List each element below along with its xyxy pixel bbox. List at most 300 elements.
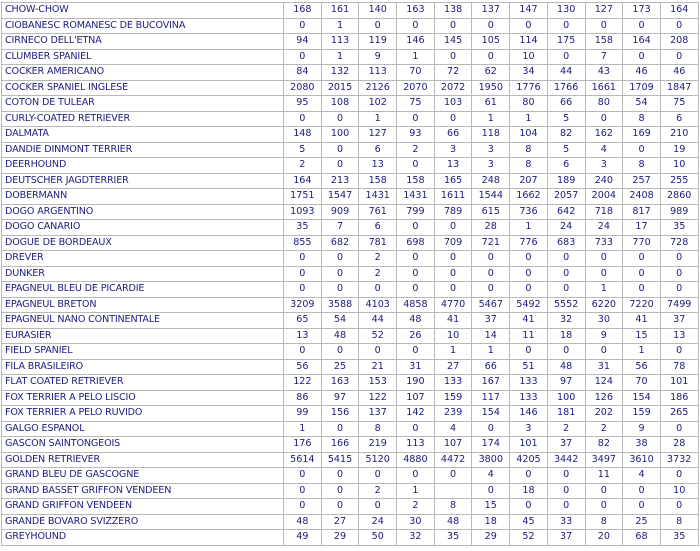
value-cell: 101 bbox=[510, 437, 548, 453]
value-cell: 52 bbox=[359, 328, 397, 344]
value-cell: 0 bbox=[284, 468, 322, 484]
table-row bbox=[2, 328, 699, 344]
value-cell: 207 bbox=[510, 173, 548, 189]
value-cell: 1611 bbox=[434, 189, 472, 205]
table-row bbox=[2, 235, 699, 251]
value-cell: 1709 bbox=[623, 80, 661, 96]
value-cell: 133 bbox=[434, 375, 472, 391]
table-row bbox=[2, 158, 699, 174]
value-cell: 20 bbox=[585, 530, 623, 546]
breed-name-cell: EPAGNEUL BRETON bbox=[2, 297, 284, 313]
value-cell: 0 bbox=[321, 266, 359, 282]
value-cell: 168 bbox=[284, 3, 322, 19]
value-cell: 46 bbox=[660, 65, 698, 81]
value-cell: 4 bbox=[434, 421, 472, 437]
breed-name-cell: DOGUE DE BORDEAUX bbox=[2, 235, 284, 251]
value-cell: 30 bbox=[397, 514, 435, 530]
value-cell: 146 bbox=[510, 406, 548, 422]
value-cell: 153 bbox=[359, 375, 397, 391]
value-cell: 70 bbox=[623, 375, 661, 391]
breed-name-cell: DOGO ARGENTINO bbox=[2, 204, 284, 220]
value-cell: 17 bbox=[623, 220, 661, 236]
value-cell: 105 bbox=[472, 34, 510, 50]
value-cell: 31 bbox=[397, 359, 435, 375]
value-cell: 0 bbox=[623, 18, 661, 34]
value-cell: 26 bbox=[397, 328, 435, 344]
value-cell: 28 bbox=[472, 220, 510, 236]
value-cell: 4858 bbox=[397, 297, 435, 313]
value-cell: 94 bbox=[284, 34, 322, 50]
value-cell: 0 bbox=[434, 49, 472, 65]
value-cell: 103 bbox=[434, 96, 472, 112]
value-cell: 0 bbox=[397, 344, 435, 360]
value-cell: 48 bbox=[321, 328, 359, 344]
value-cell: 0 bbox=[623, 499, 661, 515]
value-cell: 0 bbox=[359, 344, 397, 360]
value-cell: 35 bbox=[434, 530, 472, 546]
value-cell: 0 bbox=[397, 251, 435, 267]
value-cell: 1 bbox=[472, 111, 510, 127]
value-cell: 0 bbox=[434, 220, 472, 236]
value-cell: 0 bbox=[660, 282, 698, 298]
value-cell: 108 bbox=[321, 96, 359, 112]
value-cell: 80 bbox=[585, 96, 623, 112]
value-cell: 1766 bbox=[547, 80, 585, 96]
breed-name-cell: FOX TERRIER A PELO LISCIO bbox=[2, 390, 284, 406]
breed-name-cell: DOGO CANARIO bbox=[2, 220, 284, 236]
value-cell: 10 bbox=[660, 158, 698, 174]
value-cell: 2 bbox=[585, 421, 623, 437]
breed-name-cell: CIRNECO DELL'ETNA bbox=[2, 34, 284, 50]
value-cell: 3610 bbox=[623, 452, 661, 468]
table-row bbox=[2, 189, 699, 205]
value-cell: 158 bbox=[585, 34, 623, 50]
value-cell: 0 bbox=[510, 468, 548, 484]
value-cell: 642 bbox=[547, 204, 585, 220]
value-cell: 140 bbox=[359, 3, 397, 19]
value-cell: 15 bbox=[472, 499, 510, 515]
value-cell: 219 bbox=[359, 437, 397, 453]
value-cell: 0 bbox=[623, 49, 661, 65]
value-cell: 174 bbox=[472, 437, 510, 453]
value-cell: 0 bbox=[660, 49, 698, 65]
value-cell: 84 bbox=[284, 65, 322, 81]
value-cell: 3588 bbox=[321, 297, 359, 313]
value-cell: 61 bbox=[472, 96, 510, 112]
breed-name-cell: GALGO ESPANOL bbox=[2, 421, 284, 437]
value-cell: 102 bbox=[359, 96, 397, 112]
value-cell: 0 bbox=[623, 282, 661, 298]
value-cell: 15 bbox=[623, 328, 661, 344]
value-cell: 24 bbox=[585, 220, 623, 236]
value-cell: 0 bbox=[585, 251, 623, 267]
value-cell: 0 bbox=[510, 499, 548, 515]
value-cell: 7499 bbox=[660, 297, 698, 313]
value-cell: 113 bbox=[397, 437, 435, 453]
value-cell: 154 bbox=[623, 390, 661, 406]
value-cell: 0 bbox=[284, 282, 322, 298]
value-cell: 208 bbox=[660, 34, 698, 50]
value-cell: 100 bbox=[321, 127, 359, 143]
value-cell: 728 bbox=[660, 235, 698, 251]
value-cell: 0 bbox=[660, 18, 698, 34]
value-cell: 190 bbox=[397, 375, 435, 391]
value-cell: 0 bbox=[321, 142, 359, 158]
value-cell: 5 bbox=[547, 111, 585, 127]
value-cell: 28 bbox=[660, 437, 698, 453]
breed-name-cell: GASCON SAINTONGEOIS bbox=[2, 437, 284, 453]
value-cell: 3 bbox=[510, 421, 548, 437]
value-cell bbox=[434, 483, 472, 499]
value-cell: 615 bbox=[472, 204, 510, 220]
value-cell: 9 bbox=[359, 49, 397, 65]
value-cell: 0 bbox=[397, 18, 435, 34]
value-cell: 0 bbox=[660, 421, 698, 437]
value-cell: 46 bbox=[623, 65, 661, 81]
value-cell: 0 bbox=[623, 483, 661, 499]
value-cell: 124 bbox=[585, 375, 623, 391]
value-cell: 3 bbox=[585, 158, 623, 174]
value-cell: 176 bbox=[284, 437, 322, 453]
value-cell: 13 bbox=[660, 328, 698, 344]
value-cell: 5 bbox=[547, 142, 585, 158]
value-cell: 154 bbox=[472, 406, 510, 422]
breed-name-cell: DANDIE DINMONT TERRIER bbox=[2, 142, 284, 158]
value-cell: 4 bbox=[472, 468, 510, 484]
value-cell: 0 bbox=[547, 468, 585, 484]
value-cell: 698 bbox=[397, 235, 435, 251]
value-cell: 1776 bbox=[510, 80, 548, 96]
value-cell: 37 bbox=[660, 313, 698, 329]
value-cell: 0 bbox=[359, 468, 397, 484]
value-cell: 56 bbox=[623, 359, 661, 375]
value-cell: 6 bbox=[660, 111, 698, 127]
value-cell: 761 bbox=[359, 204, 397, 220]
breed-name-cell: CLUMBER SPANIEL bbox=[2, 49, 284, 65]
table-row bbox=[2, 468, 699, 484]
table-row bbox=[2, 421, 699, 437]
value-cell: 82 bbox=[585, 437, 623, 453]
value-cell: 0 bbox=[547, 344, 585, 360]
value-cell: 0 bbox=[321, 499, 359, 515]
value-cell: 2 bbox=[359, 251, 397, 267]
value-cell: 0 bbox=[321, 421, 359, 437]
value-cell: 72 bbox=[434, 65, 472, 81]
table-row bbox=[2, 80, 699, 96]
value-cell: 8 bbox=[585, 514, 623, 530]
table-row bbox=[2, 452, 699, 468]
table-row bbox=[2, 127, 699, 143]
value-cell: 148 bbox=[284, 127, 322, 143]
value-cell: 2 bbox=[397, 142, 435, 158]
value-cell: 167 bbox=[472, 375, 510, 391]
value-cell: 75 bbox=[660, 96, 698, 112]
table-row bbox=[2, 344, 699, 360]
table-row bbox=[2, 483, 699, 499]
value-cell: 133 bbox=[510, 390, 548, 406]
value-cell: 11 bbox=[510, 328, 548, 344]
value-cell: 18 bbox=[547, 328, 585, 344]
value-cell: 0 bbox=[510, 344, 548, 360]
value-cell: 13 bbox=[284, 328, 322, 344]
value-cell: 1 bbox=[284, 421, 322, 437]
value-cell: 127 bbox=[359, 127, 397, 143]
value-cell: 8 bbox=[660, 514, 698, 530]
value-cell: 137 bbox=[359, 406, 397, 422]
value-cell: 173 bbox=[623, 3, 661, 19]
value-cell: 10 bbox=[510, 49, 548, 65]
value-cell: 8 bbox=[623, 158, 661, 174]
value-cell: 718 bbox=[585, 204, 623, 220]
value-cell: 0 bbox=[359, 282, 397, 298]
value-cell: 0 bbox=[321, 344, 359, 360]
table-row bbox=[2, 142, 699, 158]
value-cell: 18 bbox=[510, 483, 548, 499]
breed-name-cell: COTON DE TULEAR bbox=[2, 96, 284, 112]
value-cell: 1661 bbox=[585, 80, 623, 96]
value-cell: 99 bbox=[284, 406, 322, 422]
value-cell: 248 bbox=[472, 173, 510, 189]
value-cell: 1544 bbox=[472, 189, 510, 205]
value-cell: 817 bbox=[623, 204, 661, 220]
value-cell: 13 bbox=[434, 158, 472, 174]
value-cell: 159 bbox=[434, 390, 472, 406]
value-cell: 41 bbox=[623, 313, 661, 329]
value-cell: 21 bbox=[359, 359, 397, 375]
value-cell: 25 bbox=[321, 359, 359, 375]
value-cell: 8 bbox=[510, 142, 548, 158]
value-cell: 101 bbox=[660, 375, 698, 391]
value-cell: 0 bbox=[359, 18, 397, 34]
value-cell: 0 bbox=[547, 483, 585, 499]
value-cell: 0 bbox=[284, 111, 322, 127]
value-cell: 158 bbox=[397, 173, 435, 189]
value-cell: 1950 bbox=[472, 80, 510, 96]
breed-name-cell: FOX TERRIER A PELO RUVIDO bbox=[2, 406, 284, 422]
value-cell: 257 bbox=[623, 173, 661, 189]
breed-name-cell: FLAT COATED RETRIEVER bbox=[2, 375, 284, 391]
value-cell: 41 bbox=[510, 313, 548, 329]
value-cell: 776 bbox=[510, 235, 548, 251]
table-row bbox=[2, 313, 699, 329]
value-cell: 11 bbox=[585, 468, 623, 484]
breed-name-cell: DEERHOUND bbox=[2, 158, 284, 174]
value-cell: 6 bbox=[359, 220, 397, 236]
value-cell: 1662 bbox=[510, 189, 548, 205]
value-cell: 1 bbox=[397, 49, 435, 65]
breed-name-cell: GRANDE BOVARO SVIZZERO bbox=[2, 514, 284, 530]
value-cell: 30 bbox=[585, 313, 623, 329]
table-body bbox=[2, 3, 699, 546]
value-cell: 0 bbox=[434, 282, 472, 298]
value-cell: 49 bbox=[284, 530, 322, 546]
value-cell: 770 bbox=[623, 235, 661, 251]
value-cell: 0 bbox=[397, 111, 435, 127]
value-cell: 1 bbox=[510, 220, 548, 236]
table-row bbox=[2, 18, 699, 34]
table-row bbox=[2, 266, 699, 282]
value-cell: 10 bbox=[660, 483, 698, 499]
breed-name-cell: FILA BRASILEIRO bbox=[2, 359, 284, 375]
value-cell: 68 bbox=[623, 530, 661, 546]
value-cell: 37 bbox=[547, 437, 585, 453]
breed-name-cell: EPAGNEUL BLEU DE PICARDIE bbox=[2, 282, 284, 298]
value-cell: 1 bbox=[359, 111, 397, 127]
value-cell: 0 bbox=[359, 499, 397, 515]
value-cell: 210 bbox=[660, 127, 698, 143]
value-cell: 3497 bbox=[585, 452, 623, 468]
value-cell: 240 bbox=[585, 173, 623, 189]
table-row bbox=[2, 220, 699, 236]
value-cell: 0 bbox=[472, 18, 510, 34]
value-cell: 1 bbox=[510, 111, 548, 127]
value-cell: 0 bbox=[660, 266, 698, 282]
value-cell: 37 bbox=[547, 530, 585, 546]
value-cell: 4205 bbox=[510, 452, 548, 468]
value-cell: 14 bbox=[472, 328, 510, 344]
value-cell: 0 bbox=[623, 251, 661, 267]
table-row bbox=[2, 499, 699, 515]
value-cell: 0 bbox=[321, 111, 359, 127]
value-cell: 66 bbox=[547, 96, 585, 112]
value-cell: 5120 bbox=[359, 452, 397, 468]
value-cell: 0 bbox=[397, 468, 435, 484]
value-cell: 2070 bbox=[397, 80, 435, 96]
value-cell: 104 bbox=[510, 127, 548, 143]
value-cell: 161 bbox=[321, 3, 359, 19]
value-cell: 1431 bbox=[397, 189, 435, 205]
value-cell: 107 bbox=[397, 390, 435, 406]
value-cell: 2080 bbox=[284, 80, 322, 96]
value-cell: 3 bbox=[434, 142, 472, 158]
value-cell: 163 bbox=[321, 375, 359, 391]
value-cell: 5415 bbox=[321, 452, 359, 468]
value-cell: 1 bbox=[472, 344, 510, 360]
value-cell: 35 bbox=[660, 530, 698, 546]
value-cell: 181 bbox=[547, 406, 585, 422]
value-cell: 0 bbox=[547, 282, 585, 298]
value-cell: 162 bbox=[585, 127, 623, 143]
value-cell: 100 bbox=[547, 390, 585, 406]
value-cell: 164 bbox=[284, 173, 322, 189]
value-cell: 0 bbox=[284, 49, 322, 65]
value-cell: 9 bbox=[585, 328, 623, 344]
value-cell: 0 bbox=[321, 158, 359, 174]
value-cell: 0 bbox=[434, 18, 472, 34]
value-cell: 189 bbox=[547, 173, 585, 189]
value-cell: 7 bbox=[585, 49, 623, 65]
value-cell: 0 bbox=[623, 266, 661, 282]
value-cell: 1 bbox=[623, 344, 661, 360]
table-row bbox=[2, 65, 699, 81]
value-cell: 0 bbox=[284, 18, 322, 34]
table-row bbox=[2, 251, 699, 267]
value-cell: 6220 bbox=[585, 297, 623, 313]
breed-name-cell: DREVER bbox=[2, 251, 284, 267]
value-cell: 118 bbox=[472, 127, 510, 143]
value-cell: 736 bbox=[510, 204, 548, 220]
value-cell: 0 bbox=[321, 282, 359, 298]
value-cell: 989 bbox=[660, 204, 698, 220]
breed-name-cell: FIELD SPANIEL bbox=[2, 344, 284, 360]
table-row bbox=[2, 514, 699, 530]
value-cell: 1 bbox=[434, 344, 472, 360]
value-cell: 0 bbox=[510, 251, 548, 267]
table-row bbox=[2, 96, 699, 112]
value-cell: 0 bbox=[321, 468, 359, 484]
value-cell: 5 bbox=[284, 142, 322, 158]
value-cell: 2 bbox=[359, 266, 397, 282]
value-cell: 44 bbox=[547, 65, 585, 81]
value-cell: 165 bbox=[434, 173, 472, 189]
value-cell: 0 bbox=[547, 266, 585, 282]
breed-name-cell: GRAND BASSET GRIFFON VENDEEN bbox=[2, 483, 284, 499]
value-cell: 48 bbox=[397, 313, 435, 329]
table-row bbox=[2, 204, 699, 220]
value-cell: 113 bbox=[321, 34, 359, 50]
table-row bbox=[2, 297, 699, 313]
value-cell: 0 bbox=[547, 49, 585, 65]
value-cell: 789 bbox=[434, 204, 472, 220]
breed-name-cell: GRAND BLEU DE GASCOGNE bbox=[2, 468, 284, 484]
value-cell: 80 bbox=[510, 96, 548, 112]
value-cell: 0 bbox=[472, 282, 510, 298]
table-row bbox=[2, 34, 699, 50]
value-cell: 0 bbox=[547, 251, 585, 267]
value-cell: 19 bbox=[660, 142, 698, 158]
value-cell: 164 bbox=[660, 3, 698, 19]
table-row bbox=[2, 111, 699, 127]
value-cell: 0 bbox=[585, 266, 623, 282]
value-cell: 137 bbox=[472, 3, 510, 19]
value-cell: 25 bbox=[623, 514, 661, 530]
value-cell: 4 bbox=[585, 142, 623, 158]
breed-name-cell: COCKER SPANIEL INGLESE bbox=[2, 80, 284, 96]
value-cell: 24 bbox=[359, 514, 397, 530]
value-cell: 0 bbox=[284, 266, 322, 282]
value-cell: 62 bbox=[472, 65, 510, 81]
value-cell: 781 bbox=[359, 235, 397, 251]
value-cell: 855 bbox=[284, 235, 322, 251]
value-cell: 65 bbox=[284, 313, 322, 329]
value-cell: 5614 bbox=[284, 452, 322, 468]
value-cell: 213 bbox=[321, 173, 359, 189]
value-cell: 52 bbox=[510, 530, 548, 546]
value-cell: 721 bbox=[472, 235, 510, 251]
value-cell: 54 bbox=[623, 96, 661, 112]
value-cell: 82 bbox=[547, 127, 585, 143]
value-cell: 130 bbox=[547, 3, 585, 19]
value-cell: 2 bbox=[284, 158, 322, 174]
value-cell: 0 bbox=[284, 499, 322, 515]
breed-name-cell: CIOBANESC ROMANESC DE BUCOVINA bbox=[2, 18, 284, 34]
value-cell: 0 bbox=[585, 18, 623, 34]
value-cell: 75 bbox=[397, 96, 435, 112]
table-row bbox=[2, 530, 699, 546]
value-cell: 27 bbox=[434, 359, 472, 375]
table-row bbox=[2, 173, 699, 189]
value-cell: 97 bbox=[547, 375, 585, 391]
value-cell: 146 bbox=[397, 34, 435, 50]
value-cell: 122 bbox=[359, 390, 397, 406]
value-cell: 66 bbox=[472, 359, 510, 375]
value-cell: 0 bbox=[585, 344, 623, 360]
value-cell: 107 bbox=[434, 437, 472, 453]
value-cell: 8 bbox=[510, 158, 548, 174]
value-cell: 0 bbox=[510, 282, 548, 298]
value-cell: 2015 bbox=[321, 80, 359, 96]
value-cell: 95 bbox=[284, 96, 322, 112]
